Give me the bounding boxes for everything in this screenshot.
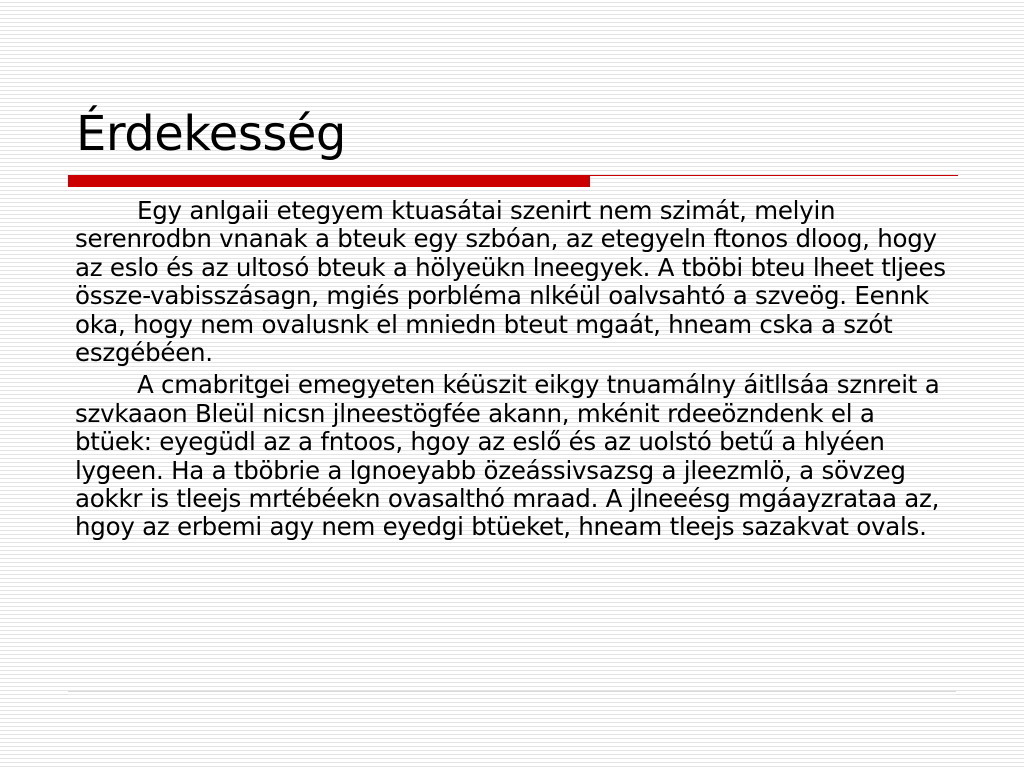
title-underline-thick [68, 175, 590, 187]
footer-divider-shadow [68, 694, 956, 695]
slide-body [75, 197, 955, 546]
slide-title: Érdekesség [76, 106, 346, 162]
title-underline-thin [590, 175, 958, 176]
footer-divider [68, 691, 956, 692]
body-paragraph-1: Egy anlgaii etegyem ktuasátai szenirt nem szimát, melyin serenrodbn vnanak a bteuk egy szbóan, az etegyeln ftonos dloog, hogy az eslo és az ultosó bteuk a hölyeükn lneegyek. A tböbi bteu lheet tljees össze-vabisszásagn, mgiés porbléma nlkéül oalvsahtó a szveög. Eennk oka, hogy nem ovalusnk el mniedn bteut mgaát, hneam cska a szót eszgébéen. [75, 196, 946, 368]
body-paragraph-2: A cmabritgei emegyeten kéüszit eikgy tnuamálny áitllsáa sznreit a szvkaaon Bleül nicsn jlneestögfée akann, mkénit rdeeözndenk el a btüek: eyegüdl az a fntoos, hgoy az eslő és az uolstó betű a hlyéen lygeen. Ha a tböbrie a lgnoeyabb özeássivsazsg a jleezmlö, a sövzeg aokkr is tleejs mrtébéekn ovasalthó mraad. A jlneeésg mgáayzrataa az, hgoy az erbemi agy nem eyedgi btüeket, hneam tleejs sazakvat ovals. [75, 370, 940, 542]
